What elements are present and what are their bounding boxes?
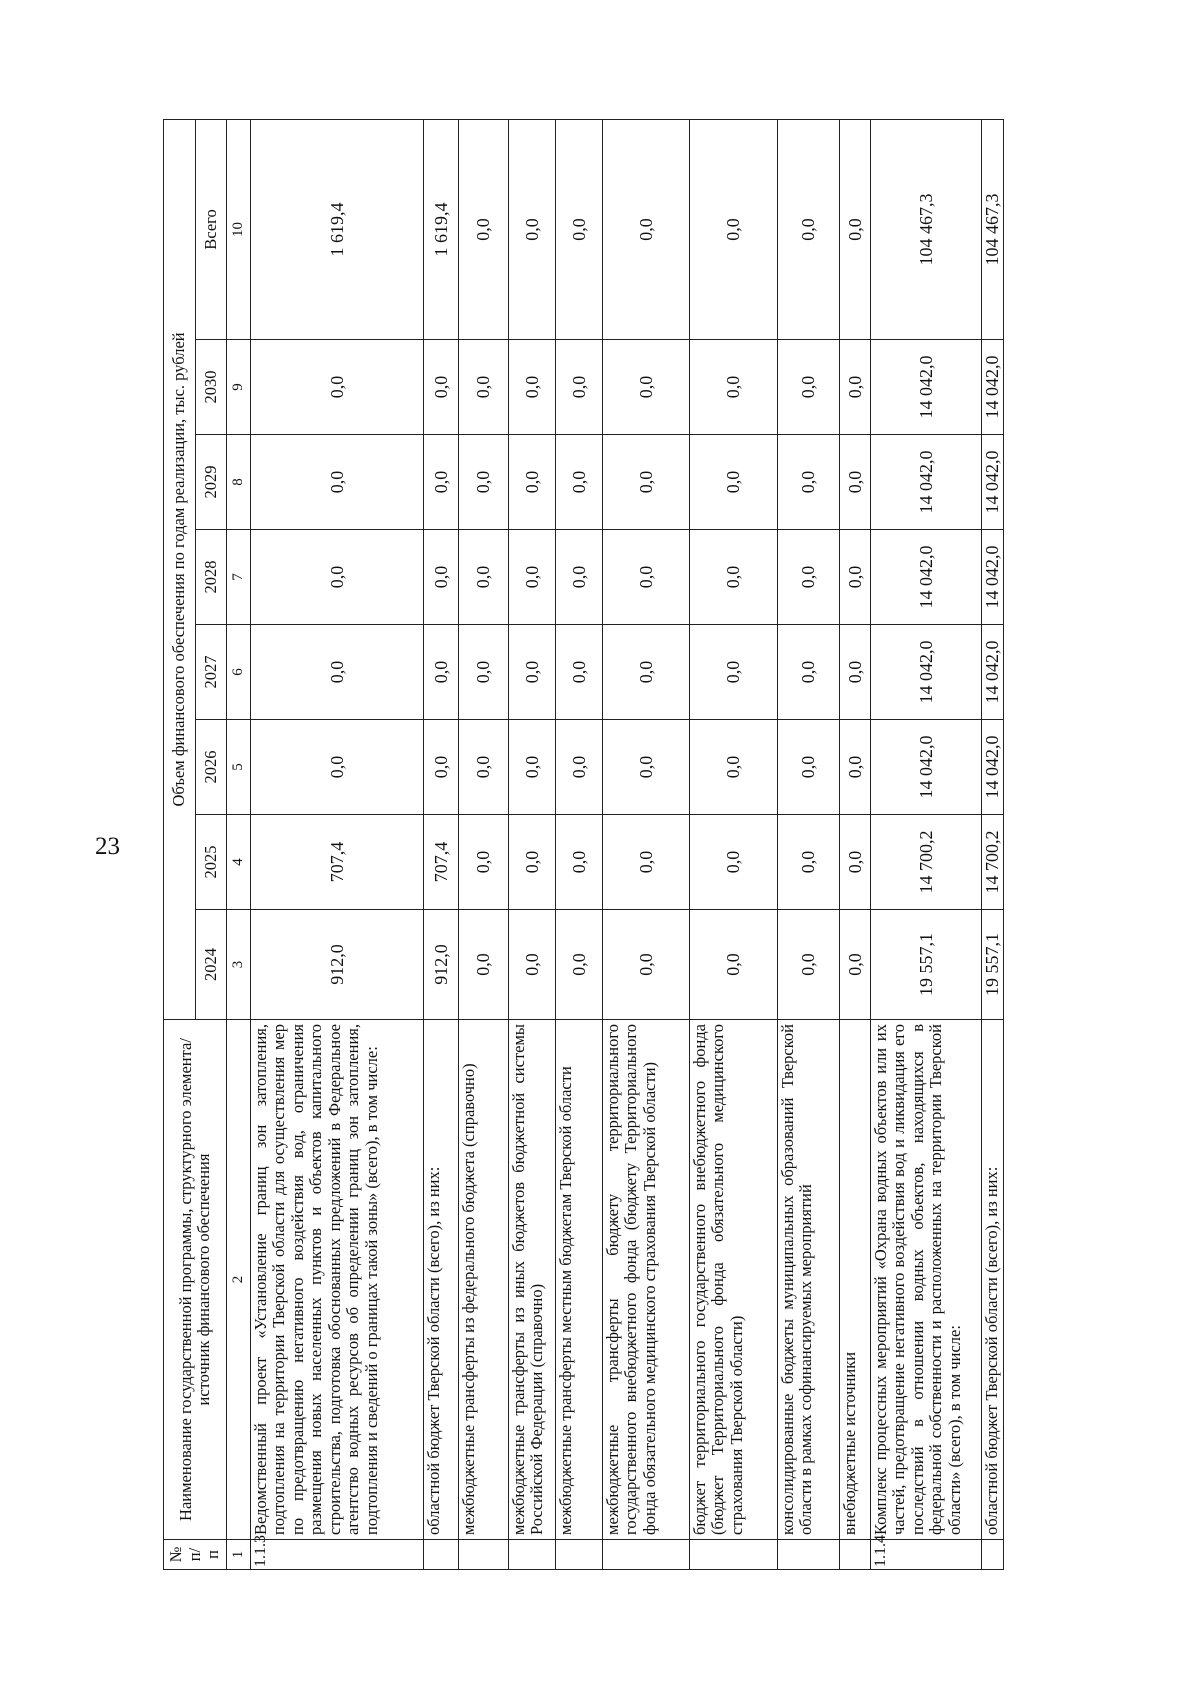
row-number: [778, 1540, 840, 1570]
cell-value: 0,0: [509, 625, 556, 720]
row-number: [982, 1540, 1004, 1570]
header-volume: Объем финансового обеспечения по годам реализации, тыс. рублей: [164, 119, 196, 1019]
cell-value: 912,0: [251, 910, 424, 1020]
cell-value: 0,0: [603, 340, 690, 435]
header-year: 2025: [196, 815, 227, 910]
cell-value: 14 700,2: [871, 815, 982, 910]
cell-value: 0,0: [690, 720, 778, 815]
cell-value: 0,0: [251, 625, 424, 720]
cell-value: 14 042,0: [871, 435, 982, 530]
table-row: [509, 119, 556, 1569]
column-index: 6: [227, 625, 251, 720]
cell-value: 0,0: [840, 530, 871, 625]
cell-value: 0,0: [509, 910, 556, 1020]
cell-total: 0,0: [840, 119, 871, 339]
cell-value: 14 042,0: [982, 530, 1004, 625]
column-index: 7: [227, 530, 251, 625]
column-index: 9: [227, 340, 251, 435]
cell-value: 14 042,0: [982, 435, 1004, 530]
cell-total: 1 619,4: [251, 119, 424, 339]
cell-total: 0,0: [459, 119, 509, 339]
cell-value: 707,4: [424, 815, 459, 910]
table-row: [251, 119, 424, 1569]
row-name: внебюджетные источники: [840, 1020, 871, 1540]
cell-value: 14 700,2: [982, 815, 1004, 910]
cell-value: 0,0: [509, 530, 556, 625]
cell-value: 14 042,0: [871, 530, 982, 625]
cell-value: 0,0: [840, 435, 871, 530]
column-index: 10: [227, 119, 251, 339]
row-number: [690, 1540, 778, 1570]
column-index: 4: [227, 815, 251, 910]
header-total: Всего: [196, 119, 227, 339]
column-index: 1: [227, 1540, 251, 1570]
cell-value: 0,0: [424, 435, 459, 530]
header-year: 2030: [196, 340, 227, 435]
cell-value: 0,0: [251, 435, 424, 530]
cell-value: 0,0: [603, 530, 690, 625]
cell-value: 0,0: [603, 815, 690, 910]
table-row: [459, 119, 509, 1569]
cell-value: 0,0: [459, 720, 509, 815]
row-name: межбюджетные трансферты из иных бюджетов бюджетной системы Российской Федерации (справочно): [509, 1020, 556, 1540]
row-number: [424, 1540, 459, 1570]
column-index: 2: [227, 1020, 251, 1540]
cell-value: 14 042,0: [982, 720, 1004, 815]
cell-value: 0,0: [251, 720, 424, 815]
row-number: [840, 1540, 871, 1570]
cell-value: 0,0: [459, 625, 509, 720]
header-name: Наименование государственной программы, структурного элемента/источник финансового обеспечения: [164, 1020, 227, 1540]
cell-value: 0,0: [424, 720, 459, 815]
cell-value: 0,0: [424, 625, 459, 720]
cell-total: 0,0: [509, 119, 556, 339]
table-row: [690, 119, 778, 1569]
cell-value: 0,0: [603, 625, 690, 720]
header-year: 2024: [196, 910, 227, 1020]
cell-value: 0,0: [778, 340, 840, 435]
row-name: межбюджетные трансферты бюджету территориального государственного внебюджетного фонда (бюджету Территориального фонда обязательного медицинского страхования Тверской области): [603, 1020, 690, 1540]
cell-total: 0,0: [603, 119, 690, 339]
row-name: межбюджетные трансферты из федерального бюджета (справочно): [459, 1020, 509, 1540]
cell-value: 0,0: [603, 720, 690, 815]
row-number: [603, 1540, 690, 1570]
cell-value: 0,0: [840, 340, 871, 435]
header-year: 2026: [196, 720, 227, 815]
financing-table: [163, 119, 1004, 1570]
cell-value: 0,0: [459, 910, 509, 1020]
cell-value: 0,0: [459, 435, 509, 530]
row-name: областной бюджет Тверской области (всего), из них:: [424, 1020, 459, 1540]
cell-value: 0,0: [690, 340, 778, 435]
cell-value: 0,0: [690, 815, 778, 910]
cell-value: 0,0: [840, 720, 871, 815]
row-name: бюджет территориального государственного внебюджетного фонда (бюджет Территориального фонда обязательного медицинского страхования Тверской области): [690, 1020, 778, 1540]
cell-value: 14 042,0: [871, 340, 982, 435]
cell-value: 0,0: [556, 340, 603, 435]
cell-value: 0,0: [840, 910, 871, 1020]
column-index: 8: [227, 435, 251, 530]
header-year: 2029: [196, 435, 227, 530]
cell-value: 0,0: [251, 530, 424, 625]
cell-value: 0,0: [778, 815, 840, 910]
cell-value: 0,0: [556, 530, 603, 625]
row-name: Комплекс процессных мероприятий «Охрана водных объектов или их частей, предотвращение негативного воздействия вод и ликвидация его последствий в отношении водных объектов, находящихся в федеральной собственности и расположенных на территории Тверской области» (всего), в том числе:: [871, 1020, 982, 1540]
cell-value: 707,4: [251, 815, 424, 910]
table-row: [603, 119, 690, 1569]
cell-value: 0,0: [459, 530, 509, 625]
cell-value: 0,0: [556, 625, 603, 720]
cell-value: 0,0: [778, 720, 840, 815]
cell-value: 0,0: [778, 625, 840, 720]
table-row: [424, 119, 459, 1569]
table-row: [556, 119, 603, 1569]
cell-value: 0,0: [840, 625, 871, 720]
cell-value: 0,0: [556, 435, 603, 530]
rotated-table-wrapper: [163, 120, 1003, 1570]
cell-value: 0,0: [459, 815, 509, 910]
table-row: [982, 119, 1004, 1569]
cell-value: 0,0: [603, 910, 690, 1020]
cell-value: 0,0: [690, 435, 778, 530]
cell-value: 19 557,1: [982, 910, 1004, 1020]
row-number: [556, 1540, 603, 1570]
cell-value: 0,0: [603, 435, 690, 530]
cell-value: 0,0: [509, 435, 556, 530]
cell-value: 0,0: [690, 625, 778, 720]
cell-total: 0,0: [690, 119, 778, 339]
cell-value: 0,0: [509, 815, 556, 910]
column-index: 3: [227, 910, 251, 1020]
table-row: [778, 119, 840, 1569]
cell-value: 14 042,0: [871, 720, 982, 815]
cell-value: 0,0: [251, 340, 424, 435]
cell-value: 19 557,1: [871, 910, 982, 1020]
cell-value: 0,0: [778, 910, 840, 1020]
cell-total: 1 619,4: [424, 119, 459, 339]
cell-value: 0,0: [459, 340, 509, 435]
cell-value: 0,0: [690, 910, 778, 1020]
cell-value: 0,0: [509, 340, 556, 435]
row-number: 1.1.4: [871, 1540, 982, 1570]
cell-total: 0,0: [556, 119, 603, 339]
cell-value: 14 042,0: [871, 625, 982, 720]
cell-value: 0,0: [690, 530, 778, 625]
table-row: [871, 119, 982, 1569]
cell-value: 14 042,0: [982, 340, 1004, 435]
page-number: 23: [95, 833, 120, 860]
cell-value: 14 042,0: [982, 625, 1004, 720]
cell-value: 0,0: [556, 815, 603, 910]
cell-value: 0,0: [509, 720, 556, 815]
cell-total: 0,0: [778, 119, 840, 339]
row-number: 1.1.3: [251, 1540, 424, 1570]
cell-value: 0,0: [556, 910, 603, 1020]
row-number: [459, 1540, 509, 1570]
cell-total: 104 467,3: [871, 119, 982, 339]
cell-value: 0,0: [556, 720, 603, 815]
row-name: Ведомственный проект «Установление границ зон затопления, подтопления на территории Тверской области для осуществления мер по предотвращению негативного воздействия вод, ограничения размещения новых населенных пунктов и объектов капитального строительства, подготовка обоснованных предложений в Федеральное агентство водных ресурсов об определении границ зон затопления, подтопления и сведений о границах такой зоны» (всего), в том числе:: [251, 1020, 424, 1540]
cell-value: 0,0: [424, 340, 459, 435]
row-name: межбюджетные трансферты местным бюджетам Тверской области: [556, 1020, 603, 1540]
header-year: 2028: [196, 530, 227, 625]
row-name: консолидированные бюджеты муниципальных образований Тверской области в рамках софинансируемых мероприятий: [778, 1020, 840, 1540]
column-index: 5: [227, 720, 251, 815]
cell-value: 0,0: [424, 530, 459, 625]
row-name: областной бюджет Тверской области (всего), из них:: [982, 1020, 1004, 1540]
table-row: [840, 119, 871, 1569]
cell-value: 0,0: [840, 815, 871, 910]
cell-total: 104 467,3: [982, 119, 1004, 339]
cell-value: 0,0: [778, 530, 840, 625]
header-year: 2027: [196, 625, 227, 720]
cell-value: 0,0: [778, 435, 840, 530]
row-number: [509, 1540, 556, 1570]
cell-value: 912,0: [424, 910, 459, 1020]
header-no: № п/п: [164, 1540, 227, 1570]
